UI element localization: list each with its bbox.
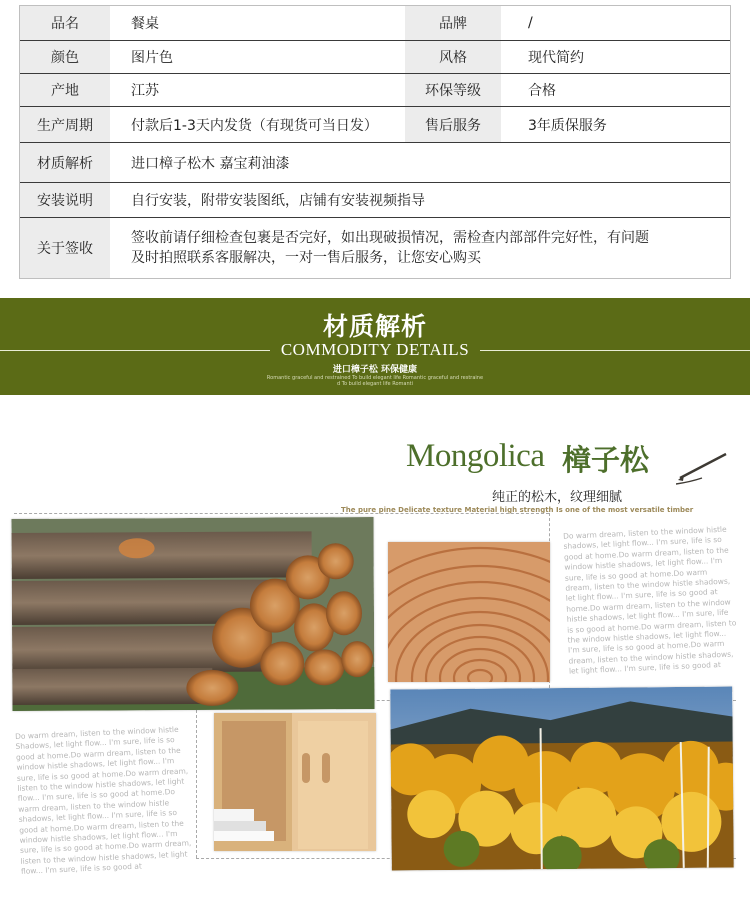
decorative-filler-text: Do warm dream, listen to the window histle Shadows, let light flow... I'm sure, life is so good at home.Do warm dream, listen to the window histle shadows, let light flow... I'm sure, life is so good at home.Do warm dream, listen to the window histle shadows, let light flow... I'm sure, life is so good at home.Do warm dream, listen to the window histle shadows, let light flow... I'm sure, life is so good at home.Do warm dream, listen to the window histle shadows, let light flow... I'm sure, life is so good at home.Do warm dream, listen to the window histle shadows, let light flow... I'm sure, life is so good at: [14, 724, 192, 877]
spec-label: 售后服务: [405, 107, 501, 142]
spec-label: 品牌: [405, 6, 501, 40]
spec-value: 3年质保服务: [528, 117, 607, 134]
spec-label: 生产周期: [20, 107, 110, 142]
material-subtitle-cn: 纯正的松木，纹理细腻: [492, 490, 623, 505]
spec-value: 合格: [528, 83, 556, 99]
spec-value: 图片色: [131, 50, 173, 66]
banner-tagline: 进口樟子松 环保健康: [332, 365, 418, 375]
decorative-filler-text: Do warm dream, listen to the window histle shadows, let light flow... I'm sure, life is so good at home.Do warm dream, listen to the window histle shadows, let light flow... I'm sure, life is so good at home.Do warm dream, listen to the window histle shadows, let light flow... I'm sure, life is so good at home.Do warm dream, listen to the window histle shadows, let light flow... I'm sure, life is so good at home.Do warm dream, listen to the window histle shadows, let light flow... I'm sure, life is so good at home.Do warm dream, listen to the window histle shadows, let light flow... I'm sure, life is so good at: [562, 524, 737, 676]
spec-value: 餐桌: [131, 16, 159, 32]
spec-value: /: [528, 15, 533, 31]
forest-photo: [390, 687, 734, 871]
spec-value-line: 及时拍照联系客服解决，一对一售后服务，让您安心购买: [131, 250, 481, 266]
spec-row-material: [20, 143, 730, 183]
cabinet-photo: [214, 713, 376, 851]
logo-chinese: 樟子松: [562, 443, 650, 477]
spec-row-color: [20, 41, 730, 74]
log-pile-photo: [11, 517, 374, 711]
spec-label: 关于签收: [20, 218, 110, 278]
banner-title: 材质解析: [322, 312, 427, 341]
banner-fine-print-line: d To build elegant life Romanti: [337, 381, 413, 387]
material-subtitle-en: The pure pine Delicate texture Material high strength Is one of the most versatile timber: [341, 506, 694, 514]
spec-row-origin: [20, 74, 730, 107]
spec-value: 江苏: [131, 83, 159, 99]
logo-wordmark: Mongolica: [406, 438, 545, 474]
banner-subtitle: COMMODITY DETAILS: [280, 340, 470, 359]
spec-row-name: [20, 6, 730, 41]
spec-label: 产地: [20, 74, 110, 106]
spec-table: [19, 5, 731, 279]
banner-fine-print: [0, 375, 750, 387]
wood-grain-photo: [388, 542, 550, 682]
pen-icon: [676, 448, 732, 488]
spec-value: 进口樟子松木 嘉宝莉油漆: [131, 155, 290, 172]
spec-value: 现代简约: [528, 50, 584, 66]
spec-label: 颜色: [20, 41, 110, 73]
spec-label: 材质解析: [20, 143, 110, 182]
spec-label: 安装说明: [20, 183, 110, 217]
spec-label: 风格: [405, 41, 501, 73]
spec-value: 付款后1-3天内发货（有现货可当日发）: [131, 117, 378, 134]
spec-value-line: 签收前请仔细检查包裹是否完好，如出现破损情况，需检查内部部件完好性，有问题: [131, 230, 649, 246]
spec-row-signoff: [20, 218, 730, 278]
section-banner: [0, 298, 750, 395]
frame-dash: [14, 513, 549, 514]
spec-value: [131, 218, 691, 278]
spec-label: 环保等级: [405, 74, 501, 106]
spec-row-install: [20, 183, 730, 218]
banner-fine-print-line: Romantic graceful and restrained To build elegant life Romantic graceful and restraine: [266, 375, 484, 381]
spec-value: 自行安装，附带安装图纸，店铺有安装视频指导: [131, 193, 425, 209]
spec-row-cycle: [20, 107, 730, 143]
spec-label: 品名: [20, 6, 110, 40]
